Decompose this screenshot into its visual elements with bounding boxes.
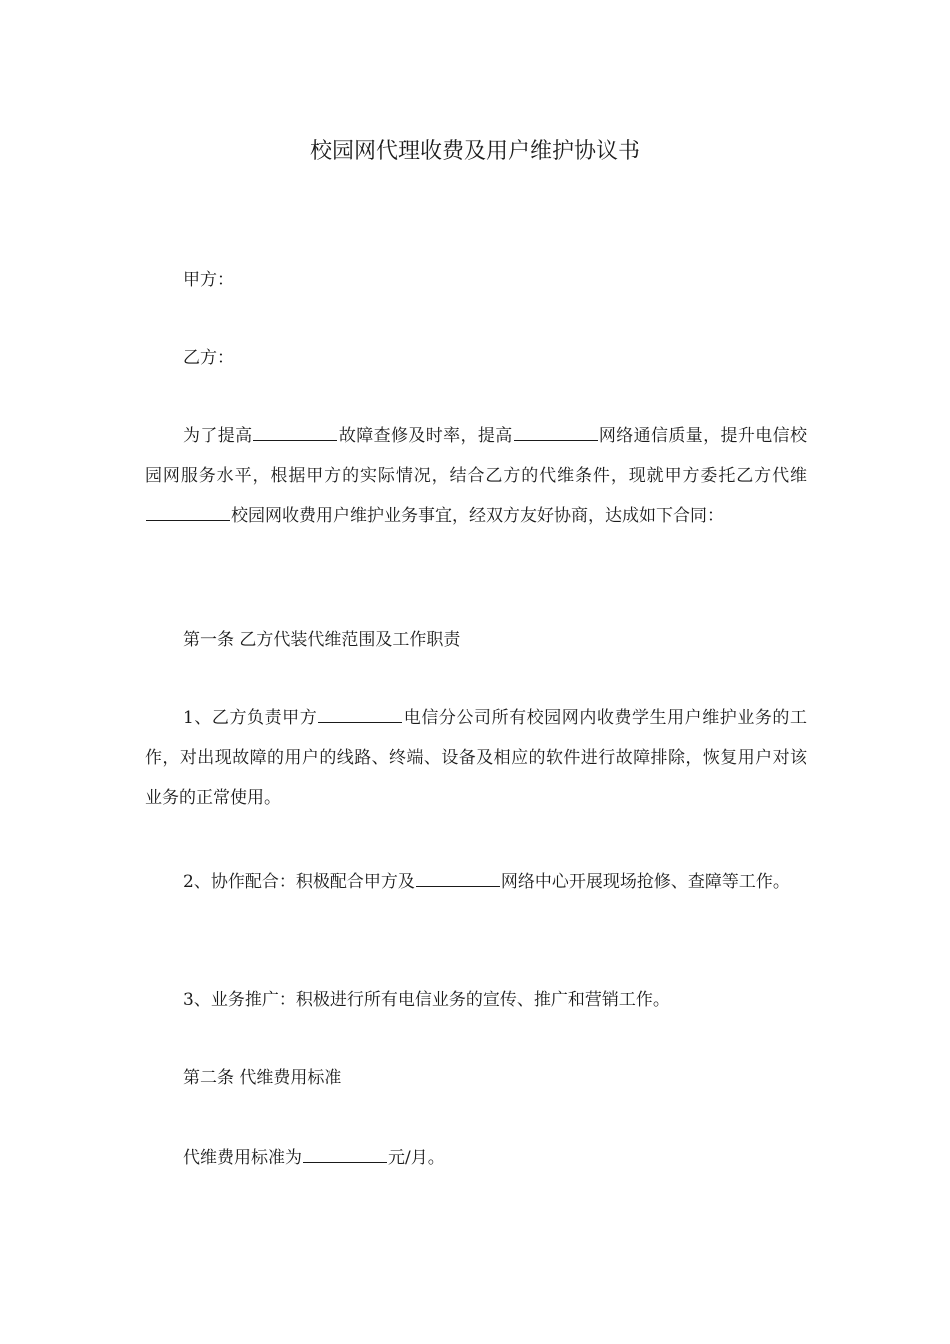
intro-text-3: 网络通信质量，提升电信校园网服务水平，根据甲方的实际情况，结合乙方的代维条件，现就甲方委托乙方代维 (145, 426, 808, 486)
fee-text-2: 元/月。 (388, 1148, 445, 1168)
article-2-heading: 第二条 代维费用标准 (183, 1068, 342, 1088)
intro-paragraph (145, 416, 807, 536)
party-b-line: 乙方： (183, 348, 234, 368)
article-1-heading: 第一条 乙方代装代维范围及工作职责 (183, 630, 461, 650)
intro-text-1: 为了提高 (183, 426, 253, 446)
fill-in-blank[interactable] (318, 702, 402, 723)
document-title: 校园网代理收费及用户维护协议书 (309, 139, 640, 164)
item-1-text-1: 1、乙方负责甲方 (183, 708, 318, 728)
item-2-text-2: 网络中心开展现场抢修、查障等工作。 (500, 872, 790, 892)
fee-standard-line (145, 1138, 807, 1178)
fill-in-blank[interactable] (514, 420, 598, 441)
article-1-item-3: 3、业务推广：积极进行所有电信业务的宣传、推广和营销工作。 (183, 990, 670, 1010)
fill-in-blank[interactable] (253, 420, 337, 441)
fill-in-blank[interactable] (146, 500, 230, 521)
item-2-text-1: 2、协作配合：积极配合甲方及 (183, 872, 415, 892)
fee-text-1: 代维费用标准为 (183, 1148, 302, 1168)
party-a-line: 甲方： (183, 270, 234, 290)
item-1-text-2: 电信分公司所有校园网内收费学生用户维护业务的工作，对出现故障的用户的线路、终端、设备及相应的软件进行故障排除，恢复用户对该业务的正常使用。 (145, 708, 807, 808)
fill-in-blank[interactable] (416, 866, 500, 887)
intro-text-4: 校园网收费用户维护业务事宜，经双方友好协商，达成如下合同： (231, 506, 724, 526)
article-1-item-1 (145, 698, 807, 818)
intro-text-2: 故障查修及时率，提高 (338, 426, 513, 446)
fill-in-blank[interactable] (303, 1142, 387, 1163)
article-1-item-2 (145, 862, 807, 902)
